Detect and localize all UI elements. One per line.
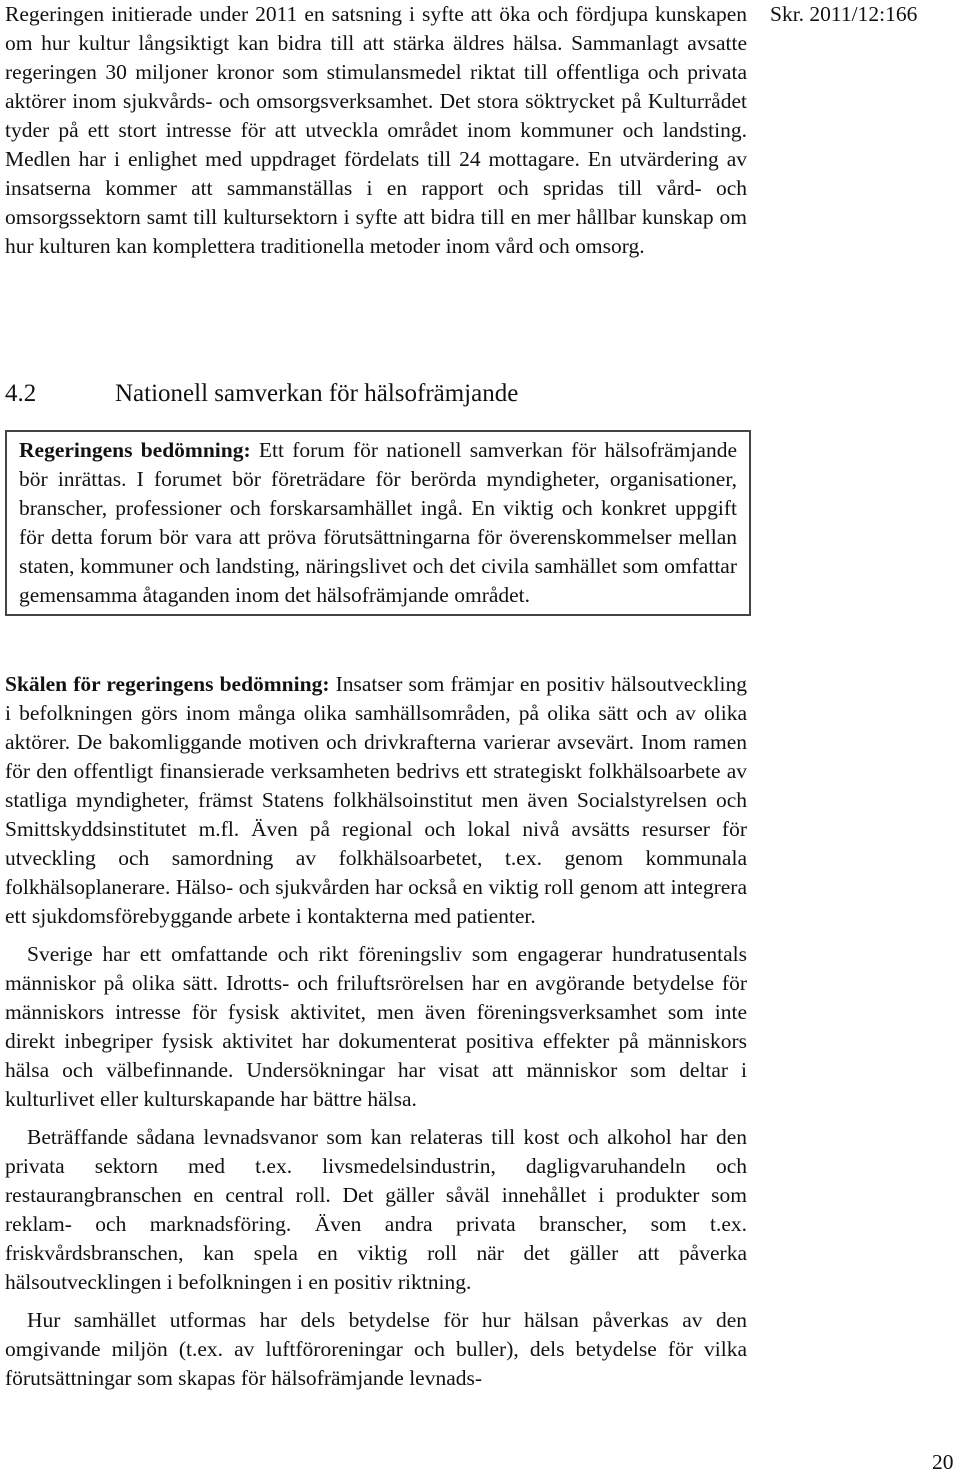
margin-reference: Skr. 2011/12:166 xyxy=(770,2,918,26)
intro-section xyxy=(5,0,747,261)
reasons-paragraph: Beträffande sådana levnadsvanor som kan relateras till kost och alkohol har den privata sektorn med t.ex. livsmedelsindustrin, dagligvaruhandeln och restaurangbranschen en central roll. Det gäller såväl innehållet i produkter som reklam- och marknadsföring. Även andra privata branscher, som t.ex. friskvårdsbranschen, kan spela en viktig roll när det gäller att påverka hälsoutvecklingen i befolkningen i en positiv riktning. xyxy=(5,1125,747,1294)
section-number: 4.2 xyxy=(5,380,37,407)
assessment-label: Regeringens bedömning: xyxy=(19,438,251,462)
assessment-box xyxy=(5,430,751,616)
reasons-label: Skälen för regeringens bedömning: xyxy=(5,672,330,696)
assessment-body: Ett forum för nationell samverkan för hälsofrämjande bör inrättas. I forumet bör företrädare för berörda myndigheter, organisationer, branscher, professioner och forskarsamhället ingå. En viktig och konkret uppgift för detta forum bör vara att pröva förutsättningarna för överenskommelser mellan staten, kommuner och landsting, näringslivet och det civila samhället som omfattar gemensamma åtaganden inom det hälsofrämjande området. xyxy=(19,438,737,607)
reasons-first-body: Insatser som främjar en positiv hälsoutveckling i befolkningen görs inom många olika samhällsområden, på olika sätt och av olika aktörer. De bakomliggande motiven och drivkrafterna varierar avsevärt. Inom ramen för den offentligt finansierade verksamheten bedrivs ett strategiskt folkhälsoarbete av statliga myndigheter, främst Statens folkhälsoinstitut men även Socialstyrelsen och Smittskyddsinstitutet m.fl. Även på regional och lokal nivå avsätts resurser för utveckling och samordning av folkhälsoarbetet, t.ex. genom kommunala folkhälsoplanerare. Hälso- och sjukvården har också en viktig roll genom att integrera ett sjukdomsförebyggande arbete i kontakterna med patienter. xyxy=(5,672,747,928)
section-title: Nationell samverkan för hälsofrämjande xyxy=(115,380,519,407)
reasons-first-paragraph xyxy=(5,670,747,931)
section-heading xyxy=(5,378,518,410)
reasons-paragraph: Sverige har ett omfattande och rikt föreningsliv som engagerar hundratusentals människor på olika sätt. Idrotts- och friluftsrörelsen har en avgörande betydelse för människors intresse för fysisk aktivitet, men även föreningsverksamhet som inte direkt inbegriper fysisk aktivitet har dokumenterat positiva effekter på människors hälsa och välbefinnande. Undersökningar har visat att människor som deltar i kulturlivet eller kulturskapande har bättre hälsa. xyxy=(5,942,747,1111)
reasons-section xyxy=(5,670,747,1393)
intro-paragraph: Regeringen initierade under 2011 en satsning i syfte att öka och fördjupa kunskapen om hur kultur långsiktigt kan bidra till att stärka äldres hälsa. Sammanlagt avsatte regeringen 30 miljoner kronor som stimulansmedel riktat till offentliga och privata aktörer inom sjukvårds- och omsorgsverksamhet. Det stora söktrycket på Kulturrådet tyder på ett stort intresse för att utveckla området inom kommuner och landsting. Medlen har i enlighet med uppdraget fördelats till 24 mottagare. En utvärdering av insatserna kommer att sammanställas i en rapport och spridas till vård- och omsorgssektorn samt till kultursektorn i syfte att bidra till en mer hållbar kunskap om hur kulturen kan komplettera traditionella metoder inom vård och omsorg. xyxy=(5,2,747,258)
reasons-paragraph: Hur samhället utformas har dels betydelse för hur hälsan påverkas av den omgivande miljön (t.ex. av luftföroreningar och buller), dels betydelse för vilka förutsättningar som skapas för hälsofrämjande levnads- xyxy=(5,1308,747,1390)
page-number: 20 xyxy=(932,1450,954,1474)
assessment-text xyxy=(19,436,737,610)
